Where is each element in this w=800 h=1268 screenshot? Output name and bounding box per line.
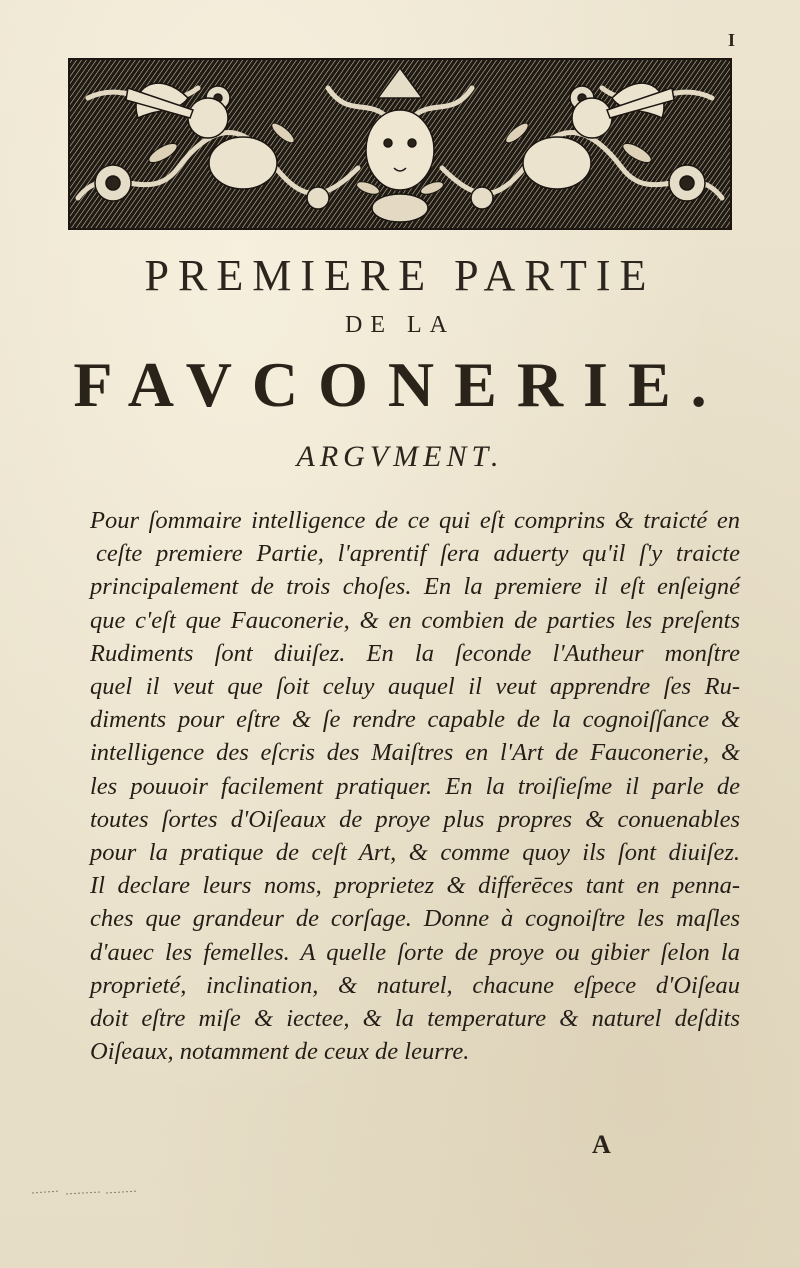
text-line: quel il veut que ſoit celuy auquel il veut apprendre ſes Ru- <box>90 673 740 701</box>
text-line: proprieté, inclination, & naturel, chacune eſpece d'Oiſeau <box>90 971 740 999</box>
argument-heading: ARGVMENT. <box>296 440 504 473</box>
text-line: pour la pratique de ceſt Art, & comme quoy ils ſont diuiſez. <box>90 839 740 867</box>
text-line: les pouuoir facilement pratiquer. En la troiſieſme il parle de <box>90 772 740 800</box>
text-line: toutes ſortes d'Oiſeaux de proye plus propres & conuenables <box>90 805 740 833</box>
text-line: Il declare leurs noms, proprietez & differēces tant en penna- <box>90 872 740 900</box>
catchword: A <box>592 1130 611 1159</box>
text-line: d'auec les femelles. A quelle ſorte de proye ou gibier ſelon la <box>90 938 740 966</box>
page-number: I <box>728 30 736 50</box>
title-line-2: DE LA <box>345 312 455 338</box>
text-line: diments pour eſtre & ſe rendre capable de la cognoiſſance & <box>90 706 740 734</box>
text-line: intelligence des eſcris des Maiſtres en l'Art de Fauconerie, & <box>90 739 740 767</box>
headpiece-ornament <box>68 58 732 230</box>
text-line: Rudiments ſont diuiſez. En la ſeconde l'Autheur monſtre <box>90 639 740 667</box>
text-line: Oiſeaux, notamment de ceux de leurre. <box>90 1038 470 1066</box>
text-line: doit eſtre miſe & iectee, & la temperature & naturel deſdits <box>90 1005 740 1033</box>
text-line: Pour ſommaire intelligence de ce qui eſt comprins & traicté en <box>90 507 740 534</box>
title-line-3: FAVCONERIE. <box>73 349 727 420</box>
text-line: ches que grandeur de corſage. Donne à cognoiſtre les maſles <box>90 905 740 933</box>
text-line: ceſte premiere Partie, l'aprentif ſera aduerty qu'il ſ'y traicte <box>96 540 740 568</box>
argument-paragraph <box>90 504 740 1068</box>
text-line: principalement de trois choſes. En la premiere il eſt enſeigné <box>90 573 740 601</box>
ink-smudge <box>30 1185 140 1199</box>
text-line: que c'eſt que Fauconerie, & en combien de parties les preſents <box>90 606 740 634</box>
title-line-1: PREMIERE PARTIE <box>144 251 656 300</box>
